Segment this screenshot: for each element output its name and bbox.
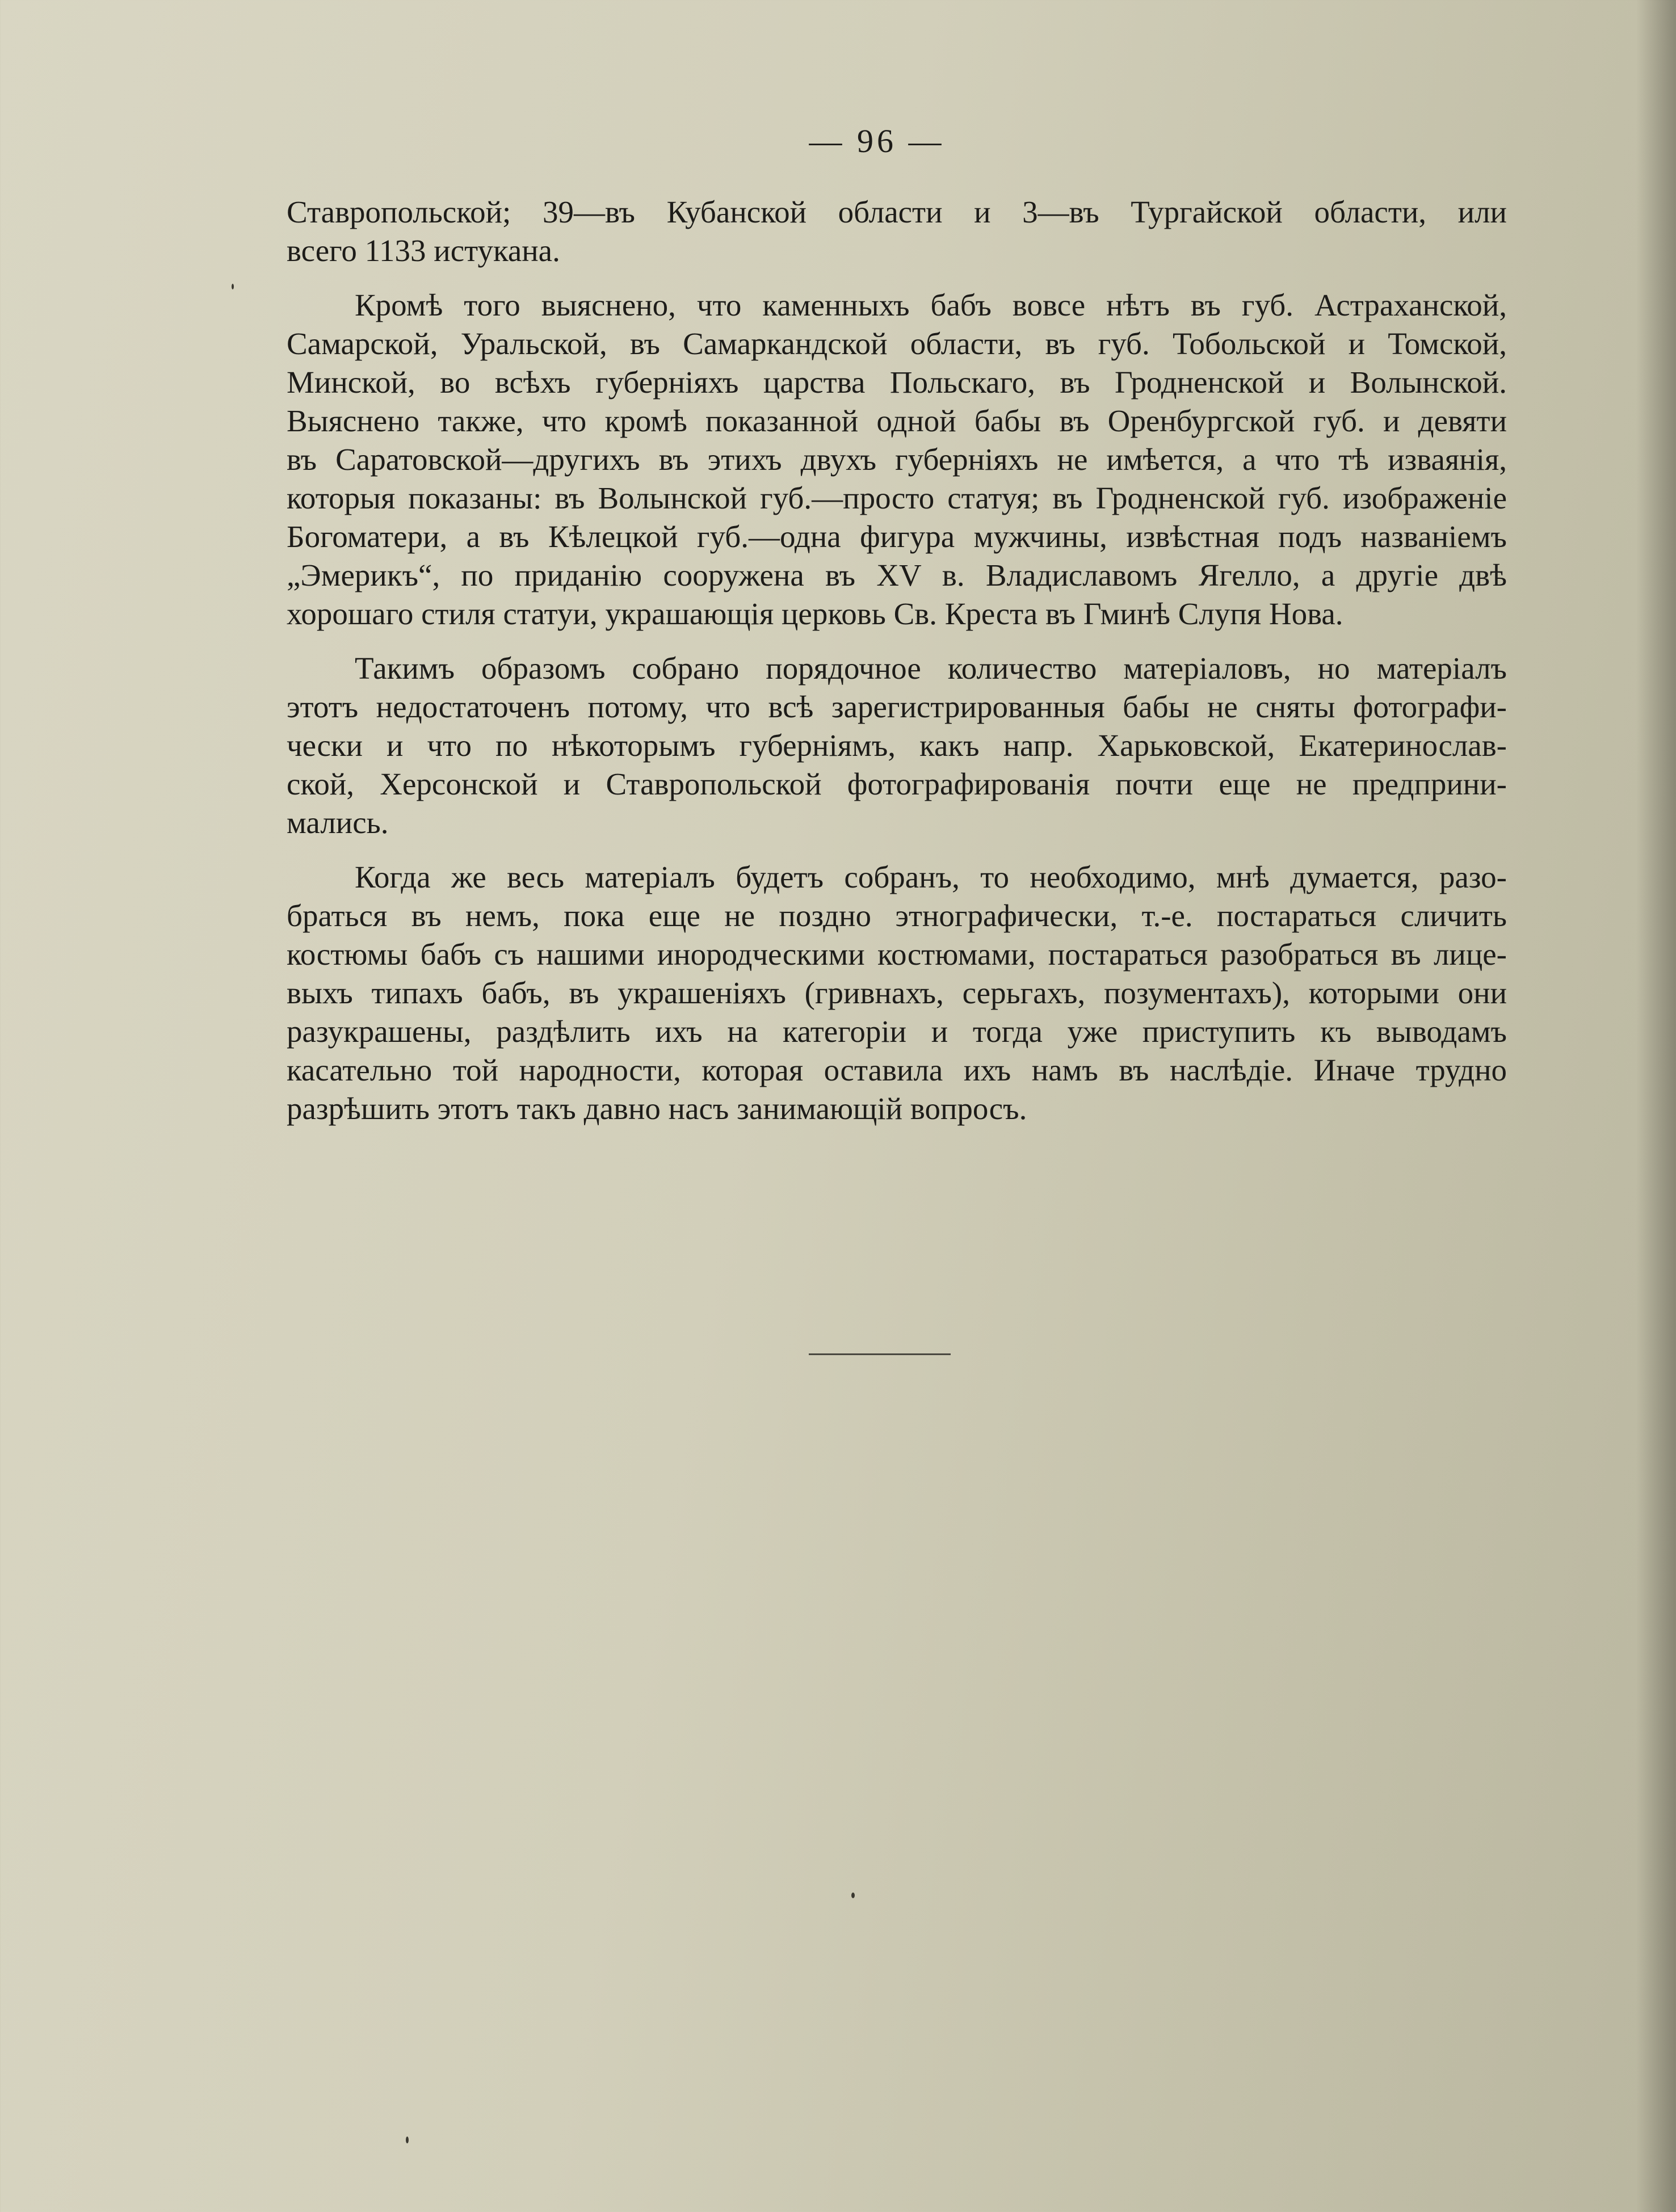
body-text: [287, 193, 1507, 1128]
text-line: ской, Херсонской и Ставропольской фотографированія почти еще не предприни-: [287, 767, 1507, 801]
text-line: браться въ немъ, пока еще не поздно этнографически, т.-е. постараться сличить: [287, 898, 1507, 933]
text-line: этотъ недостаточенъ потому, что всѣ зарегистрированныя бабы не сняты фотографи-: [287, 689, 1507, 724]
text-line: Когда же весь матеріалъ будетъ собранъ, то необходимо, мнѣ думается, разо-: [355, 860, 1507, 894]
text-line: Выяснено также, что кромѣ показанной одной бабы въ Оренбургской губ. и девяти: [287, 403, 1507, 438]
text-line: Кромѣ того выяснено, что каменныхъ бабъ вовсе нѣтъ въ губ. Астраханской,: [355, 288, 1507, 322]
text-line: разрѣшить этотъ такъ давно насъ занимающій вопросъ.: [287, 1091, 1027, 1126]
text-line: Самарской, Уральской, въ Самаркандской области, въ губ. Тобольской и Томской,: [287, 326, 1507, 361]
text-line: Богоматери, а въ Кѣлецкой губ.—одна фигура мужчины, извѣстная подъ названіемъ: [287, 519, 1507, 554]
text-line: Ставропольской; 39—въ Кубанской области и 3—въ Тургайской области, или: [287, 195, 1507, 229]
paper-speck: [232, 284, 234, 289]
text-line: которыя показаны: въ Волынской губ.—просто статуя; въ Гродненской губ. изображеніе: [287, 481, 1507, 515]
text-line: всего 1133 истукана.: [287, 233, 560, 268]
text-line: хорошаго стиля статуи, украшающія церковь Св. Креста въ Гминѣ Слупя Нова.: [287, 596, 1343, 631]
text-line: касательно той народности, которая оставила ихъ намъ въ наслѣдіе. Иначе трудно: [287, 1053, 1507, 1087]
section-divider: [809, 1353, 951, 1355]
text-line: мались.: [287, 805, 389, 840]
text-line: разукрашены, раздѣлить ихъ на категоріи и тогда уже приступить къ выводамъ: [287, 1014, 1507, 1049]
paragraph: [287, 649, 1507, 842]
text-line: Такимъ образомъ собрано порядочное количество матеріаловъ, но матеріалъ: [355, 651, 1507, 686]
text-line: чески и что по нѣкоторымъ губерніямъ, какъ напр. Харьковской, Екатеринослав-: [287, 728, 1507, 763]
page-number: — 96 —: [809, 123, 945, 159]
text-line: „Эмерикъ“, по приданію сооружена въ XV в. Владиславомъ Ягелло, а другіе двѣ: [287, 558, 1507, 592]
text-line: Минской, во всѣхъ губерніяхъ царства Польскаго, въ Гродненской и Волынской.: [287, 365, 1507, 399]
text-line: въ Саратовской—другихъ въ этихъ двухъ губерніяхъ не имѣется, а что тѣ изваянія,: [287, 442, 1507, 477]
paragraph: [287, 858, 1507, 1128]
text-line: костюмы бабъ съ нашими инородческими костюмами, постараться разобраться въ лице-: [287, 937, 1507, 972]
paragraph: [287, 286, 1507, 633]
paper-speck: [406, 2137, 409, 2143]
text-line: выхъ типахъ бабъ, въ украшеніяхъ (гривнахъ, серьгахъ, позументахъ), которыми они: [287, 975, 1507, 1010]
page-edge-shadow: [1636, 0, 1676, 2212]
paragraph: [287, 193, 1507, 270]
paper-speck: [851, 1893, 855, 1898]
